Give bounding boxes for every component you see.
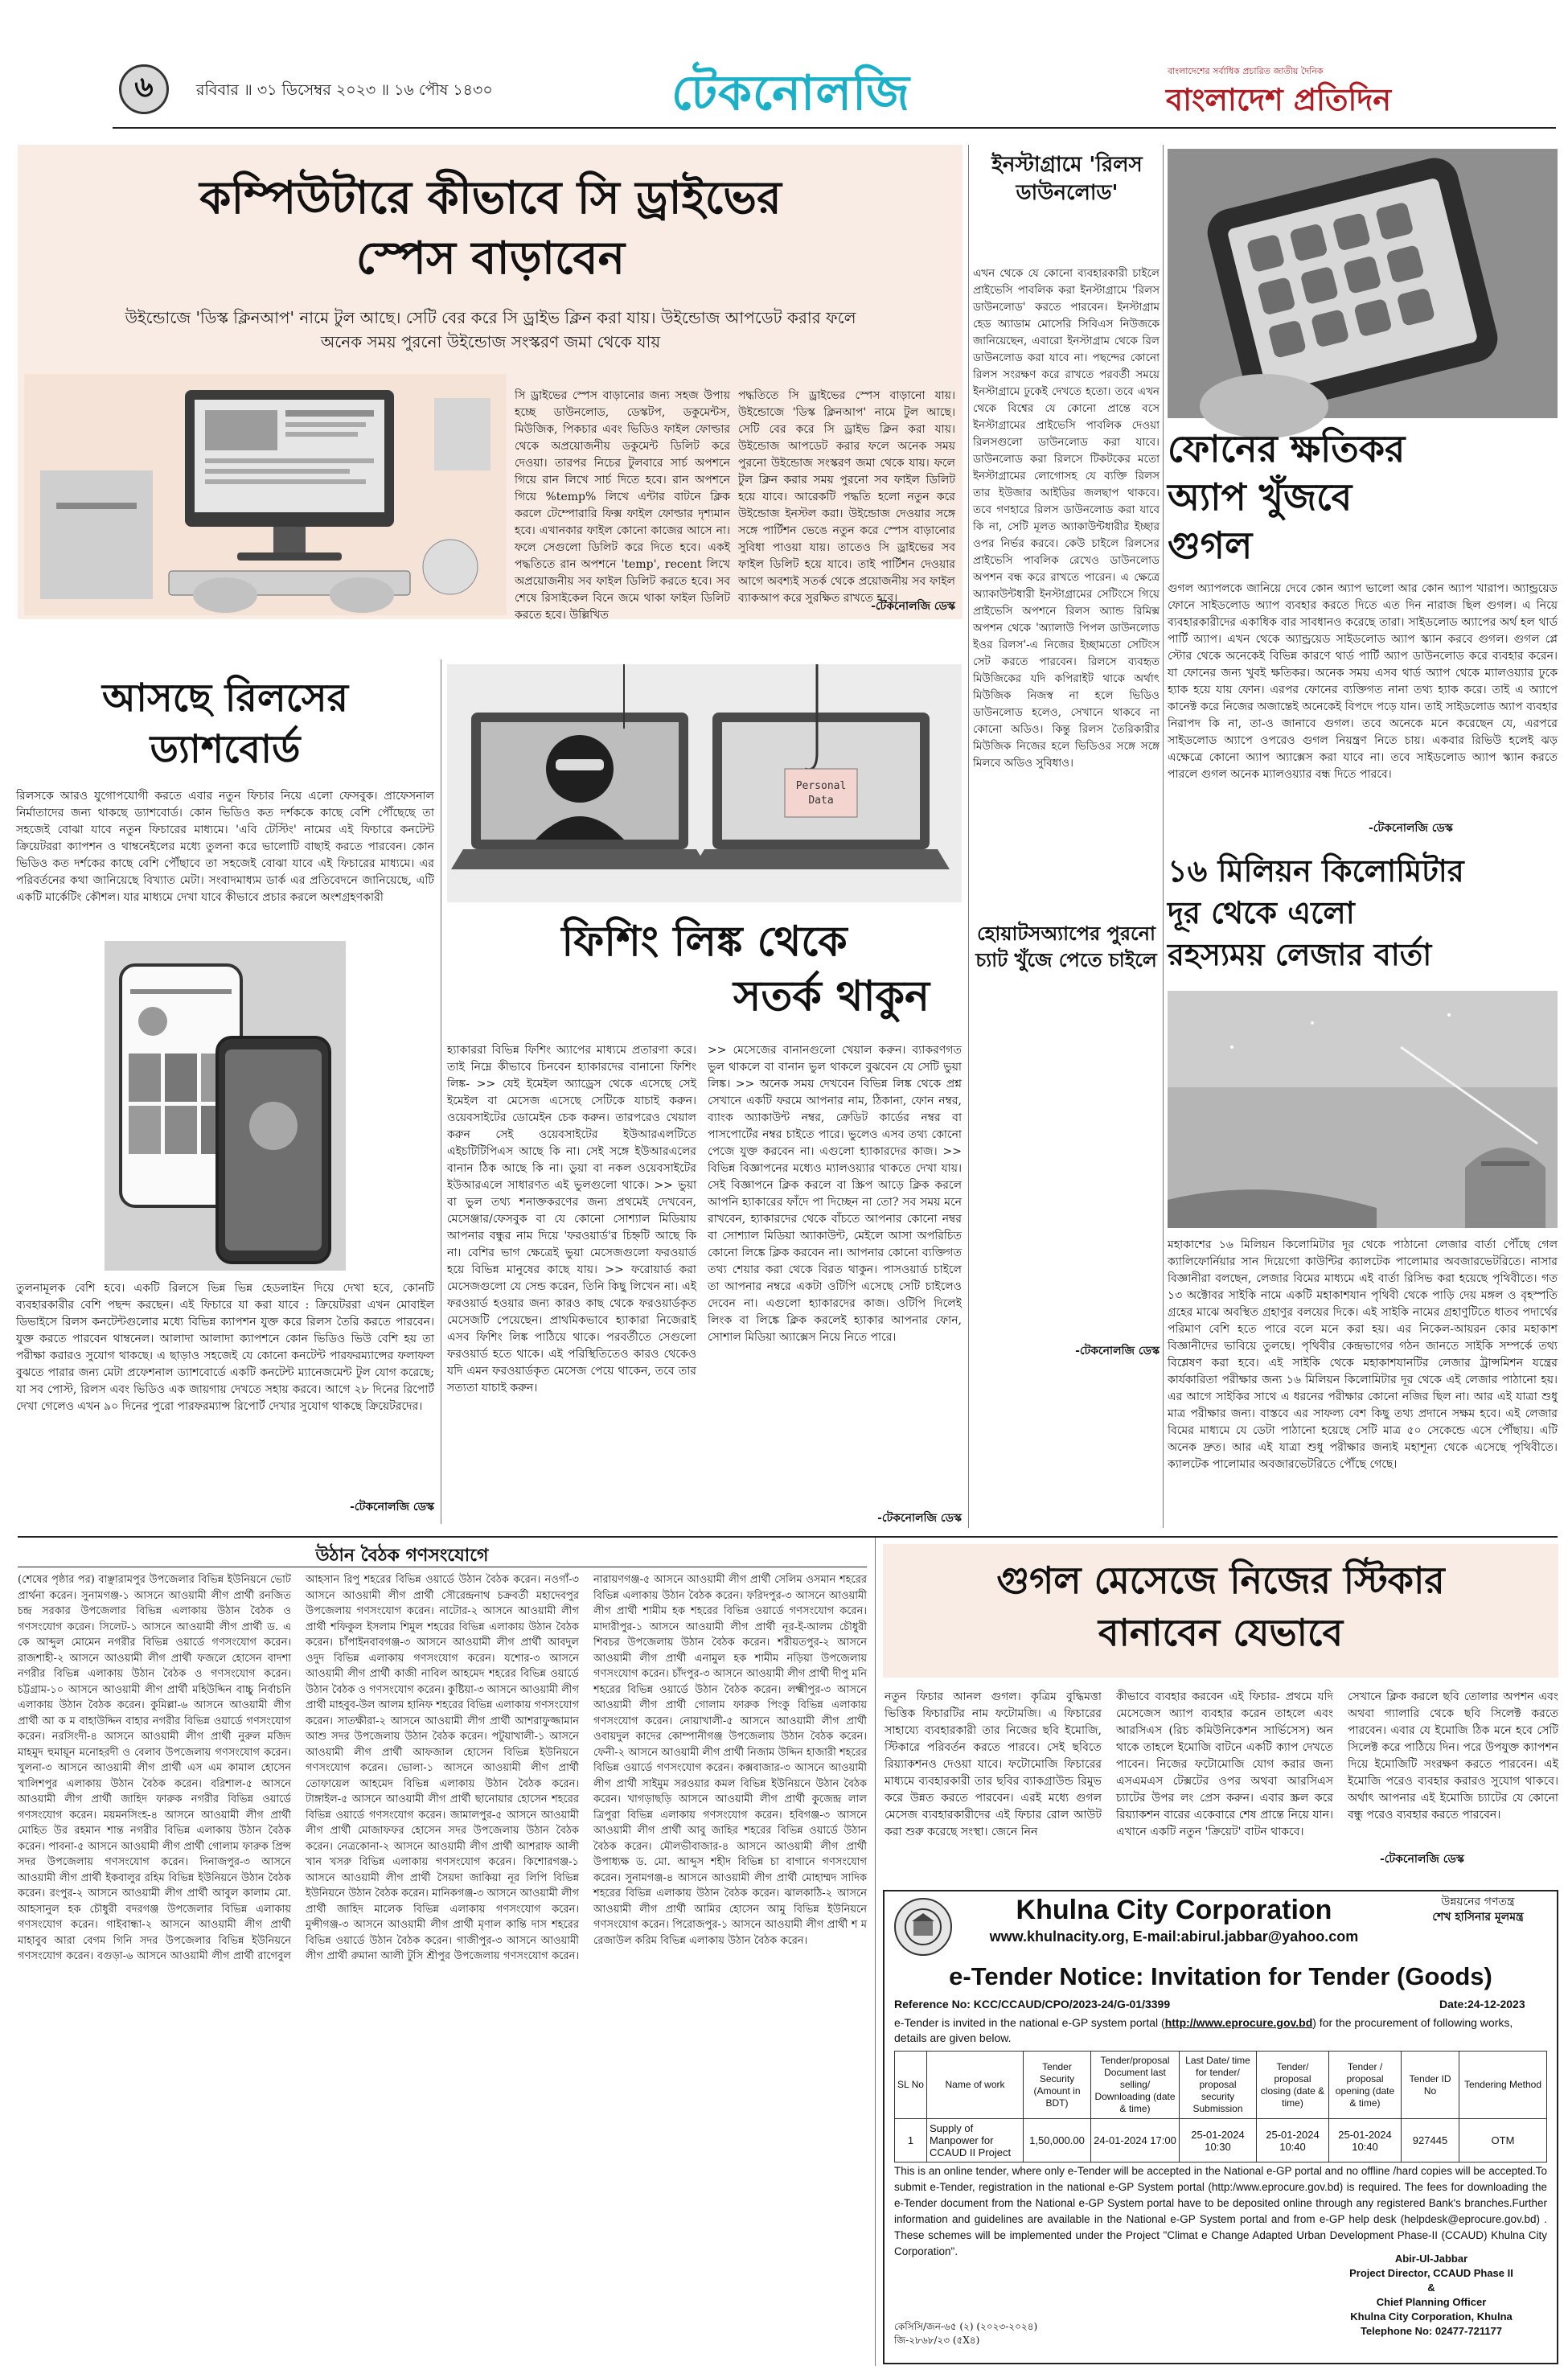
cell-security-submit: 25-01-2024 10:30 (1180, 2119, 1257, 2162)
tender-web: www.khulnacity.org, E-mail:abirul.jabbar@yahoo.com (989, 1928, 1359, 1945)
sticker-headline-1: গুগল মেসেজে নিজের স্টিকার (996, 1559, 1445, 1602)
laser-headline-2: দূর থেকে এলো (1168, 895, 1355, 930)
tender-ref: Reference No: KCC/CCAUD/CPO/2023-24/G-01/3399 (894, 1998, 1171, 2011)
th-security-submit: Last Date/ time for tender/ proposal security Submission (1180, 2052, 1257, 2119)
th-opening: Tender / proposal opening (date & time) (1329, 2052, 1402, 2119)
tender-table (894, 2051, 1547, 2162)
lead-deck: উইন্ডোজে 'ডিস্ক ক্লিনআপ' নামে টুল আছে। সেটি বের করে সি ড্রাইভ ক্লিন করা যায়। উইন্ডোজ আপডেট করার ফলে অনেক সময় পুরনো উইন্ডোজ সংস্করণ জমা থেকে যায় (125, 308, 856, 351)
sign-line-3: Chief Planning Officer (1376, 2296, 1487, 2308)
tender-org: Khulna City Corporation (1016, 1895, 1332, 1925)
tender-intro (894, 2015, 1547, 2046)
section-title: টেকনোলজি (671, 65, 910, 121)
col-rule-instagram (968, 145, 969, 1528)
tender-table-header (895, 2052, 1547, 2119)
phishing-body-col1: হ্যাকাররা বিভিন্ন ফিশিং অ্যাপের মাধ্যমে প্রতারণা করে। তাই নিম্নে কীভাবে চিনবেন হ্যাকারদের বানানো ফিশিং লিঙ্ক- >> যেই ইমেইল অ্যাড্রেস থেকে এসেছে সেই ইমেইল বা মেসেজ এসেছে সেটিকে যাচাই করুন। ওয়েবসাইটের ডোমেইন চেক করুন। তারপরেও খেয়াল করুন সেই ওয়েবসাইটের ইউআরএলটিতে এইচটিটিপিএস আছে কি না। সেই সঙ্গে ইউআরএলের বানান ঠিক আছে কি না। ডুয়া বা নকল ওয়েবসাইটের ইউআরএলে সাধারণত এই ভুলগুলো থাকে। >> ভুয়া বা ভুল তথ্য শনাক্তকরণের জন্য প্রথমেই দেখবেন, মেসেঞ্জার/ফেসবুক বা যে কোনো সোশ্যাল মিডিয়ায় আপনার বন্ধুর নাম দিয়ে 'ফরওয়ার্ড'র চিহ্নটি আছে কি না। বেশির ভাগ ক্ষেত্রেই ভুয়া মেসেজগুলো ফরওয়ার্ড হয়ে বিভিন্ন মানুষের কাছে যায়। >> ফরোয়ার্ড করা মেসেজগুলো যে সেন্ড করেন, তিনি কিছু লিখেন না। এই ফরওয়ার্ড হওয়ার জন্য কারও কাছ থেকে ফরওয়ার্ডকৃত মেসেজটি পেয়েছেন। প্রাথমিকভাবে হ্যাকারা নিজেরাই এসব ফিশিং লিঙ্ক পাঠিয়ে থাকে। পরবর্তীতে সেগুলো ফরওয়ার্ড হতে থাকে। এই পরিস্থিতিতেও কারও থেকেও যদি এমন ফরওয়ার্ডকৃত মেসেজ পেয়ে থাকেন, তবে তার সত্যতা যাচাই করুন। (447, 1044, 696, 1394)
page-number: ৬ (134, 70, 154, 104)
phishing-illustration (447, 664, 962, 902)
cell-tender-id: 927445 (1402, 2119, 1459, 2162)
sign-line-4: Khulna City Corporation, Khulna (1350, 2310, 1513, 2323)
reels-headline-1: আসছে রিলসের (101, 676, 349, 721)
th-tender-id: Tender ID No (1402, 2052, 1459, 2119)
night-sky-photo (1168, 991, 1558, 1228)
phone-apps-credit: -টেকনোলজি ডেস্ক (1369, 822, 1453, 835)
th-sl: SL No (895, 2052, 927, 2119)
cell-opening: 25-01-2024 10:40 (1329, 2119, 1402, 2162)
section-rule-mid (18, 1536, 1558, 1538)
tender-intro-2: ) for the procurement of following works, details are given below. (894, 2016, 1513, 2044)
phone-apps-headline-3: গুগল (1168, 524, 1253, 567)
cell-sl: 1 (895, 2119, 927, 2162)
lead-credit: -টেকনোলজি ডেস্ক (871, 600, 955, 613)
lead-headline-2: স্পেস বাড়াবেন (355, 232, 626, 285)
sign-line-5: Telephone No: 02477-721177 (1360, 2325, 1503, 2337)
th-security: Tender Security (Amount in BDT) (1024, 2052, 1091, 2119)
laser-headline-1: ১৬ মিলিয়ন কিলোমিটার (1168, 853, 1464, 889)
cell-work: Supply of Manpower for CCAUD II Project (927, 2119, 1024, 2162)
tender-slogan-2: শেখ হাসিনার মূলমন্ত্র (1432, 1911, 1524, 1924)
tender-date: Date:24-12-2023 (1439, 1998, 1525, 2011)
th-work: Name of work (927, 2052, 1024, 2119)
lead-body-col2: পদ্ধতিতে সি ড্রাইভের স্পেস বাড়ানো যায়। উইন্ডোজে 'ডিস্ক ক্লিনআপ' নামে টুল আছে। সেটি বের করে সি ড্রাইভ ক্লিন করা যায়। উইন্ডোজ আপডেট করার ফলে অনেক সময় পুরনো উইন্ডোজ সংস্করণ জমা থেকে যায়। ফলে টুল ক্লিন করার সময় পুরনো সব ফাইল ডিলিট হয়ে যাবে। আরেকটি পদ্ধতি হলো নতুন করে উইন্ডোজ ইনস্টল করা। উইন্ডোজ দেওয়ার সঙ্গে সঙ্গে পার্টিশন ভেঙে নতুন করে স্পেস বাড়ানোর সুবিধা পাওয়া যায়। তাতেও সি ড্রাইভের সব ফাইল ডিলিট হয়ে যাবে। তাই পার্টিশন দেওয়ার আগে অবশ্যই সতর্ক থেকে প্রয়োজনীয় সব ফাইল ব্যাকআপ করে সুরক্ষিত রাখতে হবে। (738, 389, 955, 605)
laser-body: মহাকাশের ১৬ মিলিয়ন কিলোমিটার দূর থেকে পাঠানো লেজার বার্তা পৌঁছে গেল ক্যালিফোর্নিয়ার সান দিয়েগো কাউন্টির ক্যালটেক পালোমার অবজারভেটরিতে। নাসার বিজ্ঞানীরা বলছেন, লেজার বিমের মাধ্যমে এই বার্তা রিসিভ করা হয়েছে পৃথিবীতে। গত ১৩ অক্টোবর সাইকি নামে একটি মহাকাশযান পৃথিবী থেকে পাড়ি দেয় মঙ্গল ও বৃহস্পতি গ্রহের মাঝে অবস্থিত গ্রহাণুর বলয়ের দিকে। এই সাইকি নামের গ্রহাণুটিতে ধাতব পদার্থের পরিমাণ বেশি হতে পারে বলে মনে করা হয়। এর নিকেল-আয়রন কোর মহাকাশ বিজ্ঞানীদের ভাবিয়ে তুলছে। পৃথিবীর কেন্দ্রভাগের গঠন জানতে সাইকি সম্পর্কে তথ্য বিশ্লেষণ করা হবে। এই সাইকি থেকে মহাকাশযানটির লেজার ট্রান্সমিশন যন্ত্রের কার্যকারিতা পরীক্ষার জন্য ১৬ মিলিয়ন কিলোমিটার দূর থেকে এই লেজার পাঠানো হয়। এর আগে সাইকির সাথে এ ধরনের পরীক্ষার কোনো নজির ছিল না। আর এই যাত্রা শুধু মাত্র পরীক্ষার জন্য। বাস্তবে এর সাফল্য বেশ কিছু তথ্য প্রদানে সক্ষম হবে। এই লেজার বিমের মাধ্যমে যে ডেটা পাঠানো হয়েছে সেটি মাত্র ৫০ সেকেন্ডে এসে পৌঁছায়। এটি অনেক দ্রুত। আর এই যাত্রা শুধু পরীক্ষার জন্যই মহাশূন্য থেকে এসেছে পৃথিবীতে। ক্যালটেক পালোমার অবজারভেটরিতে পৌঁছে গেছে। (1168, 1238, 1558, 1471)
sticker-headline-2: বানাবেন যেভাবে (1098, 1611, 1344, 1654)
laser-headline-3: রহস্যময় লেজার বার্তা (1168, 937, 1432, 972)
th-closing: Tender/ proposal closing (date & time) (1257, 2052, 1329, 2119)
th-method: Tendering Method (1459, 2052, 1547, 2119)
phone-apps-headline-2: অ্যাপ খুঁজবে (1168, 475, 1353, 519)
sticker-body-col2: কীভাবে ব্যবহার করবেন এই ফিচার- প্রথমে যদি মেসেজেস অ্যাপ ব্যবহার করেন তাহলে এবং আরসিএস (রিচ কমিউনিকেশন সার্ভিসেস) অন থাকে তাহলে ইমোজি বাটনে একটি ক্যাপ দেখতে পাবেন। নিজের ফটোমোজি যোগ করার জন্য এসএমএস টেক্সটের ওপর অথবা আরসিএস চ্যাটের উপর লং প্রেস করুন। এবার স্ক্রল করে রিয়্যাকশন বারের একেবারে শেষ প্রান্তে নিয়ে যান। এখানে একটি নতুন 'ক্রিয়েট' বাটন থাকবে। (1116, 1690, 1333, 1838)
phishing-body-col2: >> মেসেজের বানানগুলো খেয়াল করুন। ব্যাকরণগত ভুল থাকলে বা বানান ভুল থাকলে বুঝবেন যে সেটি ভুয়া লিঙ্ক। >> অনেক সময় দেখবেন বিভিন্ন লিঙ্ক থেকে প্রশ্ন সেখানে একটি ফরমে আপনার নাম, ঠিকানা, ফোন নম্বর, ব্যাংক অ্যাকাউন্ট নম্বর, ক্রেডিট কার্ডের নম্বর বা পাসপোর্টের নম্বর চাইতে পারে। ভুলেও এসব তথ্য কোনো পেজে যুক্ত করবেন না। এগুলো হ্যাকারদের কাজ। >> বিভিন্ন বিজ্ঞাপনের মধ্যেও ম্যালওয়্যার থাকতে দেখা যায়। সেই বিজ্ঞাপনে ক্লিক করলে বা স্ক্রিপ আড়ে ক্লিক করলে আপনি হ্যাকারের ফাঁদে পা দিচ্ছেন না তো? সব সময় মনে রাখবেন, হ্যাকারদের থেকে বাঁচতে আপনার কোনো নম্বর বা সোশ্যাল মিডিয়া অ্যাকাউন্ট, মেইলে আসা অপরিচিত কোনো লিঙ্কে ক্লিক করবেন না। আপনার কোনো ব্যক্তিগত তথ্য শেয়ার করা থেকে বিরত থাকুন। পাসওয়ার্ড চাইলে তা আপনার নম্বরে একটা ওটিপি এসেছে সেটি চাইলেও দেবেন না। এগুলো হ্যাকারদের কাজ। ওটিপি দিলেই লিংক বা লিঙ্কে ক্লিক করলেই হ্যাকার আপনার ফোন, সোশাল মিডিয়া অ্যাক্সেস নিয়ে নিতে পারে। (708, 1044, 962, 1344)
tender-signature (1319, 2252, 1544, 2339)
tender-intro-link[interactable]: http://www.eprocure.gov.bd (1164, 2016, 1313, 2029)
reels-body-bottom: তুলনামূলক বেশি হবে। একটি রিলসে ভিন্ন ভিন্ন হেডলাইন দিয়ে দেখা হবে, কোনটি ব্যবহারকারীর বেশি পছন্দ করছেন। এই ফিচারে যা করা যাবে : ক্রিয়েটররা এখন মোবাইল ডিভাইসে রিলস কনটেন্টগুলোর মধ্যে বিভিন্ন ক্যাপশন যুক্ত করে রিলস তৈরি করতে পারবেন। যুক্ত করতে পারবেন থাম্বনেল। আলাদা আলাদা ক্যাপশনে কোন ভিডিও ভিউ বেশি হয় তা পরীক্ষা করারও সুযোগ থাকছে। এ ছাড়াও সহজেই যে কোনো কনটেন্ট পারফরম্যান্সের ফলাফল বুঝতে পারার জন্য মেটা প্রফেশনাল ড্যাশবোর্ডে একটি কনটেন্ট ম্যানেজমেন্ট টুল যোগ করেছে; যা সব পোস্ট, রিলস এবং ভিডিও এক জায়গায় দেখতে সহায় করবে। আগে ২৮ দিনের রিপোর্ট দেখা গেলেও এখন ৯০ দিনের পুরো পারফরম্যান্স রিপোর্ট দেখার সুযোগ থাকছে ক্রিয়েটরদের। (16, 1282, 434, 1413)
politics-headline: উঠান বৈঠক গণসংযোগে (315, 1546, 489, 1566)
sign-line-2: & (1427, 2282, 1435, 2294)
sign-line-1: Project Director, CCAUD Phase II (1349, 2267, 1513, 2279)
sticker-body-col3: সেখানে ক্লিক করলে ছবি তোলার অপশন এবং অথবা গ্যালারি থেকে ছবি সিলেক্ট করতে পারবেন। এবার যে ইমোজি ঠিক মনে হবে সেটি সিলেক্ট করে পাঠিয়ে দিন। পরে উপযুক্ত ক্যাপশন দিয়ে ইমোজিটি সংরক্ষণ করতে পারবেন। এই ইমোজি পরেও ব্যবহার করারও সুযোগ থাকবে। অর্থাৎ আপনার এই ইমোজি চ্যাটের যে কোনো বন্ধু পরেও ব্যবহার করতে পারবেন। (1348, 1690, 1558, 1822)
instagram-credit: -টেকনোলজি ডেস্ক (1075, 1345, 1160, 1357)
whatsapp-headline-visible: হোয়াটসঅ্যাপের পুরনো চ্যাট খুঁজে পেতে চাইলে (973, 921, 1160, 974)
smartphone-photo (1168, 149, 1558, 418)
reels-credit: -টেকনোলজি ডেস্ক (350, 1501, 434, 1514)
reels-phone-photo (105, 941, 346, 1271)
paper-name: বাংলাদেশ প্রতিদিন (1166, 82, 1392, 117)
politics-body: (শেষের পৃষ্ঠার পর) বাঞ্ছারামপুর উপজেলার বিভিন্ন ইউনিয়নে ভোট প্রার্থনা করেন। সুনামগঞ্জ-১ আসনে আওয়ামী লীগ প্রার্থী রনজিত চন্দ্র সরকার উপজেলার বিভিন্ন এলাকায় উঠান বৈঠক ও গণসংযোগ করেন। সিলেট-১ আসনে আওয়ামী লীগ প্রার্থী ড. এ কে আব্দুল মোমেন নগরীর বিভিন্ন ওয়ার্ডে গণসংযোগ করেন। রাজশাহী-২ আসনে আওয়ামী লীগ প্রার্থী ফজলে হোসেন বাদশা নগরীর বিভিন্ন এলাকায় উঠান বৈঠক ও গণসংযোগ করেন। চট্টগ্রাম-১০ আসনে আওয়ামী লীগ প্রার্থী মহিউদ্দিন বাচ্চু নির্বাচনি এলাকায় উঠান বৈঠক করেন। কুমিল্লা-৬ আসনে আওয়ামী লীগ প্রার্থী আ ক ম বাহাউদ্দিন বাহার নগরীর বিভিন্ন ওয়ার্ডে গণসংযোগ করেন। নরসিংদী-৪ আসনে আওয়ামী লীগ প্রার্থী নুরুল মজিদ মাহমুদ হুমায়ূন মনোহরদী ও বেলাব উপজেলায় গণসংযোগ করেন। খুলনা-৩ আসনে আওয়ামী লীগ প্রার্থী এস এম কামাল হোসেন খালিশপুর এলাকায় উঠান বৈঠক করেন। বরিশাল-৫ আসনে আওয়ামী লীগ প্রার্থী জাহিদ ফারুক নগরীর বিভিন্ন ওয়ার্ডে গণসংযোগ করেন। ময়মনসিংহ-৪ আসনে আওয়ামী লীগ প্রার্থী মোহিত উর রহমান শান্ত নগরীর বিভিন্ন এলাকায় উঠান বৈঠক করেন। পাবনা-৫ আসনে আওয়ামী লীগ প্রার্থী গোলাম ফারুক প্রিন্স সদর উপজেলায় গণসংযোগ করেন। দিনাজপুর-৩ আসনে আওয়ামী লীগ প্রার্থী ইকবালুর রহিম বিভিন্ন ইউনিয়নে উঠান বৈঠক করেন। রংপুর-২ আসনে আওয়ামী লীগ প্রার্থী আবুল কালাম মো. আহসানুল হক চৌধুরী বদরগঞ্জ উপজেলার বিভিন্ন এলাকায় গণসংযোগ করেন। গাইবান্ধা-২ আসনে আওয়ামী লীগ প্রার্থী মাহাবুব আরা বেগম গিনি সদর উপজেলার বিভিন্ন ইউনিয়নে গণসংযোগ করেন। বগুড়া-৬ আসনে আওয়ামী লীগ প্রার্থী রাগেবুল আহসান রিপু শহরের বিভিন্ন ওয়ার্ডে উঠান বৈঠক করেন। নওগাঁ-৩ আসনে আওয়ামী লীগ প্রার্থী সৌরেন্দ্রনাথ চক্রবর্তী মহাদেবপুর উপজেলায় গণসংযোগ করেন। নাটোর-২ আসনে আওয়ামী লীগ প্রার্থী শফিকুল ইসলাম শিমুল শহরের বিভিন্ন এলাকায় উঠান বৈঠক করেন। চাঁপাইনবাবগঞ্জ-৩ আসনে আওয়ামী লীগ প্রার্থী আবদুল ওদুদ বিভিন্ন এলাকায় গণসংযোগ করেন। যশোর-৩ আসনে আওয়ামী লীগ প্রার্থী কাজী নাবিল আহমেদ শহরের বিভিন্ন ওয়ার্ডে উঠান বৈঠক ও গণসংযোগ করেন। কুষ্টিয়া-৩ আসনে আওয়ামী লীগ প্রার্থী মাহবুব-উল আলম হানিফ শহরের বিভিন্ন এলাকায় গণসংযোগ করেন। সাতক্ষীরা-২ আসনে আওয়ামী লীগ প্রার্থী আশরাফুজ্জামান আশু সদর উপজেলায় উঠান বৈঠক করেন। পটুয়াখালী-১ আসনে আওয়ামী লীগ প্রার্থী আফজাল হোসেন বিভিন্ন ইউনিয়নে গণসংযোগ করেন। ভোলা-১ আসনে আওয়ামী লীগ প্রার্থী তোফায়েল আহমেদ বিভিন্ন এলাকায় উঠান বৈঠক করেন। টাঙ্গাইল-৫ আসনে আওয়ামী লীগ প্রার্থী ছানোয়ার হোসেন শহরের বিভিন্ন ওয়ার্ডে গণসংযোগ করেন। জামালপুর-৫ আসনে আওয়ামী লীগ প্রার্থী মোজাফফর হোসেন সদর উপজেলায় উঠান বৈঠক করেন। নেত্রকোনা-২ আসনে আওয়ামী লীগ প্রার্থী আশরাফ আলী খান খসরু বিভিন্ন এলাকায় গণসংযোগ করেন। কিশোরগঞ্জ-১ আসনে আওয়ামী লীগ প্রার্থী সৈয়দা জাকিয়া নূর লিপি বিভিন্ন ইউনিয়নে উঠান বৈঠক করেন। মানিকগঞ্জ-৩ আসনে আওয়ামী লীগ প্রার্থী জাহিদ মালেক বিভিন্ন এলাকায় গণসংযোগ করেন। মুন্সীগঞ্জ-৩ আসনে আওয়ামী লীগ প্রার্থী মৃণাল কান্তি দাস শহরের বিভিন্ন ওয়ার্ডে উঠান বৈঠক করেন। গাজীপুর-৩ আসনে আওয়ামী লীগ প্রার্থী রুমানা আলী টুসি শ্রীপুর উপজেলায় গণসংযোগ করেন। নারায়ণগঞ্জ-৫ আসনে আওয়ামী লীগ প্রার্থী সেলিম ওসমান শহরের বিভিন্ন এলাকায় উঠান বৈঠক করেন। ফরিদপুর-৩ আসনে আওয়ামী লীগ প্রার্থী শামীম হক শহরের বিভিন্ন ওয়ার্ডে গণসংযোগ করেন। মাদারীপুর-১ আসনে আওয়ামী লীগ প্রার্থী নূর-ই-আলম চৌধুরী শিবচর উপজেলায় উঠান বৈঠক করেন। শরীয়তপুর-২ আসনে আওয়ামী লীগ প্রার্থী এনামুল হক শামীম নড়িয়া উপজেলায় গণসংযোগ করেন। চাঁদপুর-৩ আসনে আওয়ামী লীগ প্রার্থী দীপু মনি শহরের বিভিন্ন ওয়ার্ডে উঠান বৈঠক করেন। লক্ষ্মীপুর-৩ আসনে আওয়ামী লীগ প্রার্থী গোলাম ফারুক পিংকু বিভিন্ন এলাকায় গণসংযোগ করেন। নোয়াখালী-৫ আসনে আওয়ামী লীগ প্রার্থী ওবায়দুল কাদের কোম্পানীগঞ্জ উপজেলায় উঠান বৈঠক করেন। ফেনী-২ আসনে আওয়ামী লীগ প্রার্থী নিজাম উদ্দিন হাজারী শহরের বিভিন্ন ওয়ার্ডে গণসংযোগ করেন। কক্সবাজার-৩ আসনে আওয়ামী লীগ প্রার্থী সাইমুম সরওয়ার কমল বিভিন্ন ইউনিয়নে উঠান বৈঠক করেন। খাগড়াছড়ি আসনে আওয়ামী লীগ প্রার্থী কুজেন্দ্র লাল ত্রিপুরা বিভিন্ন এলাকায় গণসংযোগ করেন। হবিগঞ্জ-৩ আসনে আওয়ামী লীগ প্রার্থী আবু জাহির শহরের বিভিন্ন ওয়ার্ডে উঠান বৈঠক করেন। মৌলভীবাজার-৪ আসনে আওয়ামী লীগ প্রার্থী উপাধ্যক্ষ ড. মো. আব্দুস শহীদ বিভিন্ন চা বাগানে গণসংযোগ করেন। সুনামগঞ্জ-৪ আসনে আওয়ামী লীগ প্রার্থী মোহাম্মদ সাদিক শহরের বিভিন্ন এলাকায় উঠান বৈঠক করেন। ঝালকাঠি-২ আসনে আওয়ামী লীগ প্রার্থী আমির হোসেন আমু বিভিন্ন ইউনিয়নে গণসংযোগ করেন। পিরোজপুর-১ আসনে আওয়ামী লীগ প্রার্থী শ ম রেজাউল করিম বিভিন্ন এলাকায় উঠান বৈঠক করেন। (18, 1574, 867, 1962)
personal-data-label-2: Data (808, 795, 834, 807)
kcc-logo (894, 1898, 952, 1956)
cell-doc-selling: 24-01-2024 17:00 (1091, 2119, 1180, 2162)
col-rule-right (1163, 145, 1164, 1528)
personal-data-label-1: Personal (795, 780, 847, 792)
date-line: রবিবার ॥ ৩১ ডিসেম্বর ২০২৩ ॥ ১৬ পৌষ ১৪৩০ (196, 81, 493, 99)
computer-illustration (24, 374, 507, 615)
paper-tagline: বাংলাদেশের সর্বাধিক প্রচারিত জাতীয় দৈনিক (1168, 66, 1324, 76)
reels-body-top: রিলসকে আরও যুগোপযোগী করতে এবার নতুন ফিচার নিয়ে এলো ফেসবুক। প্রাফেসনাল নির্মাতাদের জন্য থাকছে ড্যাশবোর্ড। কোন ভিডিও কত দর্শককে কাছে বেশি পৌঁছেছে তা সহজেই বোঝা যাবে নতুন ফিচারের মাধ্যমে। 'এবি টেস্টিং' নামের এই ফিচারে কনটেন্ট ক্রিয়েটররা ক্যাপশন ও থাম্বনেইলের মধ্যে তুলনা করে ভালোটি বাছাই করতে পারবেন। কোন ভিডিও কত দর্শকের কাছে বেশি পৌঁছাবে তা সহজেই বোঝা যাবে এই ফিচারের মাধ্যমে। এর পরিবর্তনের কথা জানিয়েছে বিখ্যাত মেটা। সংবাদমাধ্যম ডার্ক এর প্রতিবেদনে জানিয়েছে, এটি একটি মার্কেটিং কৌশল। যার মাধ্যমে দেখা যাবে কীভাবে প্রচার করলে অংশগ্রহণকারী (16, 790, 434, 904)
cell-method: OTM (1459, 2119, 1547, 2162)
sticker-body-col1: নতুন ফিচার আনল গুগল। কৃত্রিম বুদ্ধিমত্তা ভিত্তিক ফিচারটির নাম ফটোমজি। এ ফিচারের সাহায্যে ব্যবহারকারী তার নিজের ছবি ইমোজি, স্টিকারে পরিবর্তন করতে পারবে। সেই ছবিতে রিয়্যাকশনও দেওয়া যাবে। ফটোমোজি ফিচারের মাধ্যমে ব্যবহারকারী তার ছবির ব্যাকগ্রাউন্ড রিমুভ করে উন্নত করতে পারবেন। এরই মধ্যে গুগল মেসেজ ব্যবহারকারীদের এই ফিচার রোল আউট করা শুরু করেছে সংস্থা। জেনে নিন (885, 1690, 1102, 1838)
masthead-rule (113, 127, 1556, 129)
phishing-headline-2: সতর্ক থাকুন (733, 972, 930, 1021)
tender-title: e-Tender Notice: Invitation for Tender (Goods) (949, 1962, 1492, 1990)
lead-body-col1: সি ড্রাইভের স্পেস বাড়ানোর জন্য সহজ উপায় হচ্ছে ডাউনলোড, ডেস্কটপ, ডকুমেন্টস, মিউজিক, পিকচার এবং ভিডিও ফাইল ফোল্ডার থেকে অপ্রয়োজনীয় ডকুমেন্ট ডিলিট করে দেওয়া। তারপর নিচের টুলবারে সার্চ অপশনে গিয়ে রান লিখে সার্চ দিতে হবে। রান অপশনে গিয়ে %temp% লিখে এন্টার বাটনে ক্লিক করলে টেম্পোরারি ফিক্স ফাইল ফোল্ডার দৃশ্যমান হবে। এখানকার ফাইল কোনো কাজের আসে না। ফলে সেগুলো ডিলিট করে দিতে হবে। একই পদ্ধতিতে রান অপশনে 'temp', recent লিখে অপ্রয়োজনীয় সব ফাইল ডিলিট করতে হবে। সব শেষে রিসাইকেল বিনে জমে থাকা ফাইল ডিলিট করতে হবে। উল্লিখিত (515, 389, 730, 622)
phone-apps-body: গুগল অ্যাপলকে জানিয়ে দেবে কোন অ্যাপ ভালো আর কোন অ্যাপ খারাপ। অ্যান্ড্রয়েড ফোনে সাইডলোড অ্যাপ ব্যবহার করতে দিতে এত দিন নারাজ ছিল গুগল। এ নিয়ে ব্যবহারকারীদের একাধিক বার সাবধানও করেছে তারা। সাইডলোড অ্যাপের অর্থ হল থার্ড পার্টি অ্যাপ। এখন থেকে অ্যান্ড্রয়েড সাইডলোড অ্যাপ স্ক্যান করবে গুগল। গুগল প্লে স্টোর থেকে অনেকেই বিভিন্ন কারণে থার্ড পার্টি অ্যাপ ডাউনলোড করে ব্যবহার করেন। যা ফোনের জন্য খুবই ক্ষতিকর। অনেক সময় এসব থার্ড অ্যাপ থেকে ম্যালওয়্যার ঢুকে হ্যাক হয়ে যায় ফোন। এরপর ফোনের ব্যক্তিগত নানা তথ্য হ্যাক করে। তাই এ অ্যাপে কানেক্ট করে নিজের অজান্তেই অনেকেই বিপদে পড়ে যান। তাই সাইডলোড অ্যাপ ব্যবহার নিরাপদ কি না, তা-ও জানাবে গুগল। তবে অনেকে মনে করেছেন যে, এরপরে সাইডলোড অ্যাপে ওপরেও গুগল নিয়ন্ত্রণ নিতে চায়। একবার রিভিউ হলেই ঝড় এক্ষেত্রে কোনো অ্যাপ অ্যাক্সেস করা যাবে না। তবে সাইডলোড অ্যাপ স্ক্যান করতে পারলে গুগল অনেক ম্যালওয়্যার বন্ধ দিতে পারবে। (1168, 582, 1558, 781)
tender-code-2: জি-২৮৬৮/২৩ (৫X৪) (894, 2335, 980, 2346)
phishing-headline-1: ফিশিং লিঙ্ক থেকে (561, 918, 848, 966)
tender-intro-1: e-Tender is invited in the national e-GP system portal ( (894, 2016, 1165, 2029)
phone-apps-headline-1: ফোনের ক্ষতিকর (1168, 427, 1406, 470)
instagram-headline: ইনস্টাগ্রামে 'রিলস ডাউনলোড' (991, 153, 1143, 205)
col-rule-politics (875, 1538, 876, 2366)
tender-code-1: কেসিসি/জন-৬৫ (২) (২০২৩-২০২৪) (894, 2321, 1038, 2332)
cell-security: 1,50,000.00 (1024, 2119, 1091, 2162)
page-number-badge (119, 64, 169, 114)
sign-name: Abir-Ul-Jabbar (1394, 2253, 1468, 2265)
phishing-credit: -টেকনোলজি ডেস্ক (877, 1512, 962, 1525)
tender-slogan-1: উন্নয়নের গণতন্ত্র (1441, 1896, 1515, 1908)
table-row (895, 2119, 1547, 2162)
tender-slogan (1407, 1895, 1549, 1925)
th-doc-selling: Tender/proposal Document last selling/ Downloading (date & time) (1091, 2052, 1180, 2119)
tender-note: This is an online tender, where only e-Tender will be accepted in the National e-GP portal and no offline /hard copies will be accepted.To submit e-Tender, registration in the national e-GP System portal (http:/www.eprocure.gov.bd) is required. The fees for downloading the e-Tender document from the National e-GP System portal have to be deposited online through any registered Bank's branches.Further information and guidelines are available in the National e-GP System portal and from e-GP help desk (helpdesk@eprocure.gov.bd) . These schemes will be implemented under the Project "Climat e Change Adapted Urban Development Phase-II (CCAUD) Khulna City Corporation". (894, 2165, 1547, 2257)
lead-headline-1: কম্পিউটারে কীভাবে সি ড্রাইভের (199, 172, 782, 224)
sticker-credit: -টেকনোলজি ডেস্ক (1380, 1853, 1464, 1866)
cell-closing: 25-01-2024 10:40 (1257, 2119, 1329, 2162)
reels-headline-2: ড্যাশবোর্ড (150, 727, 301, 772)
tender-code (894, 2320, 1037, 2347)
instagram-body: এখন থেকে যে কোনো ব্যবহারকারী চাইলে প্রাইভেসি পাবলিক করা ইনস্টাগ্রামে 'রিলস ডাউনলোড' করতে পারবেন। ইনস্টাগ্রাম হেড অ্যাডাম মোসেরি সিবিএস নিউজকে জানিয়েছেন, এবারো ইনস্টাগ্রাম থেকে রিল ডাউনলোড করা যাবে না। পছন্দের কোনো রিলস সংরক্ষণ করে রাখতে পরবর্তী সময়ে ইনস্টাগ্রামে ঢুকেই দেখতে হতো। তবে এখন থেকে বিশ্বের যে কোনো প্রান্তে বসে ইনস্টাগ্রামের প্রাইভেসি পাবলিক দেওয়া রিলসগুলো ডাউনলোড করা যাবে। ডাউনলোড করা রিলসে টিকটকের মতো ইনস্টাগ্রামের লোগোসহ যে ব্যক্তি রিলস তার ইউজার আইডির জলছাপ থাকবে। তবে গণহারে রিলস ডাউনলোড করা যাবে কি না, সেটি মূলত অ্যাকাউন্টধারীর ইচ্ছার ওপর নির্ভর করবে। কেউ চাইলে রিলসের প্রাইভেসি পাবলিক রেখেও ডাউনলোড অপশন বন্ধ করে রাখতে পারেন। এ ক্ষেত্রে অ্যাকাউন্টধারী ইনস্টাগ্রামের সেটিংসে গিয়ে প্রাইভেসি অপশনে রিলস অ্যান্ড রিমিক্স অপশন থেকে 'অ্যালাউ পিপল ডাউনলোড ইওর রিলস'-এ নিজের ইচ্ছামতো সেটিংস সেট করতে পারবেন। রিলসে ব্যবহৃত মিউজিকের যদি কপিরাইট থাকে অর্থাৎ মিউজিক নিজস্ব না হলে ভিডিও ডাউনলোড হলেও, সেখানে থাকবে না কোনো অডিও। কিন্তু রিলস তৈরিকারীর মিউজিক নিজের হলে ভিডিওর সঙ্গে সঙ্গে মিলবে অডিও সুবিধাও। (973, 267, 1160, 770)
